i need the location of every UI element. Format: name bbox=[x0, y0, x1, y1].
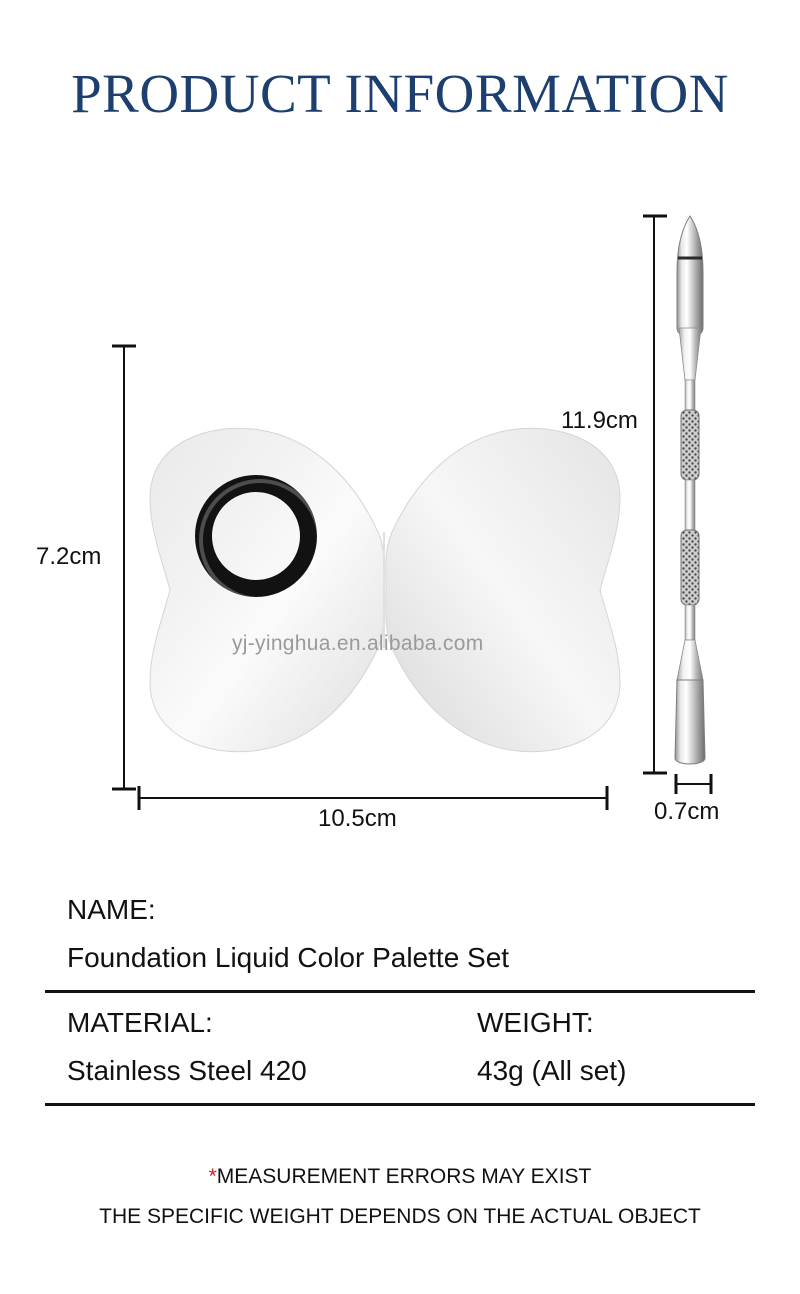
footnote-measurement bbox=[0, 1165, 800, 1189]
product-illustration bbox=[0, 180, 800, 860]
dimension-spatula-length: 11.9cm bbox=[561, 407, 638, 434]
material-label: MATERIAL: bbox=[67, 1007, 213, 1038]
material-value: Stainless Steel 420 bbox=[67, 1055, 307, 1086]
dimension-palette-width: 10.5cm bbox=[318, 805, 397, 832]
page-title: PRODUCT INFORMATION bbox=[71, 63, 729, 124]
specification-table bbox=[45, 880, 755, 1106]
name-label: NAME: bbox=[67, 894, 156, 925]
spec-row-name bbox=[45, 880, 755, 990]
watermark-text: yj-yinghua.en.alibaba.com bbox=[232, 632, 484, 655]
divider-2 bbox=[45, 1103, 755, 1106]
dimension-palette-height: 7.2cm bbox=[36, 543, 102, 570]
weight-label: WEIGHT: bbox=[477, 1007, 594, 1038]
name-value: Foundation Liquid Color Palette Set bbox=[67, 942, 510, 973]
footnotes bbox=[0, 1165, 800, 1229]
footnote-measurement-text: MEASUREMENT ERRORS MAY EXIST bbox=[216, 1165, 592, 1188]
asterisk-icon: * bbox=[208, 1165, 217, 1188]
spec-row-material-weight bbox=[45, 993, 755, 1103]
dimension-lines bbox=[0, 180, 800, 860]
dimension-spatula-width: 0.7cm bbox=[654, 798, 720, 825]
footnote-weight: THE SPECIFIC WEIGHT DEPENDS ON THE ACTUAL OBJECT bbox=[99, 1205, 701, 1228]
spec-col-weight bbox=[477, 1007, 767, 1087]
spec-col-material bbox=[67, 1007, 477, 1087]
weight-value: 43g (All set) bbox=[477, 1055, 627, 1086]
